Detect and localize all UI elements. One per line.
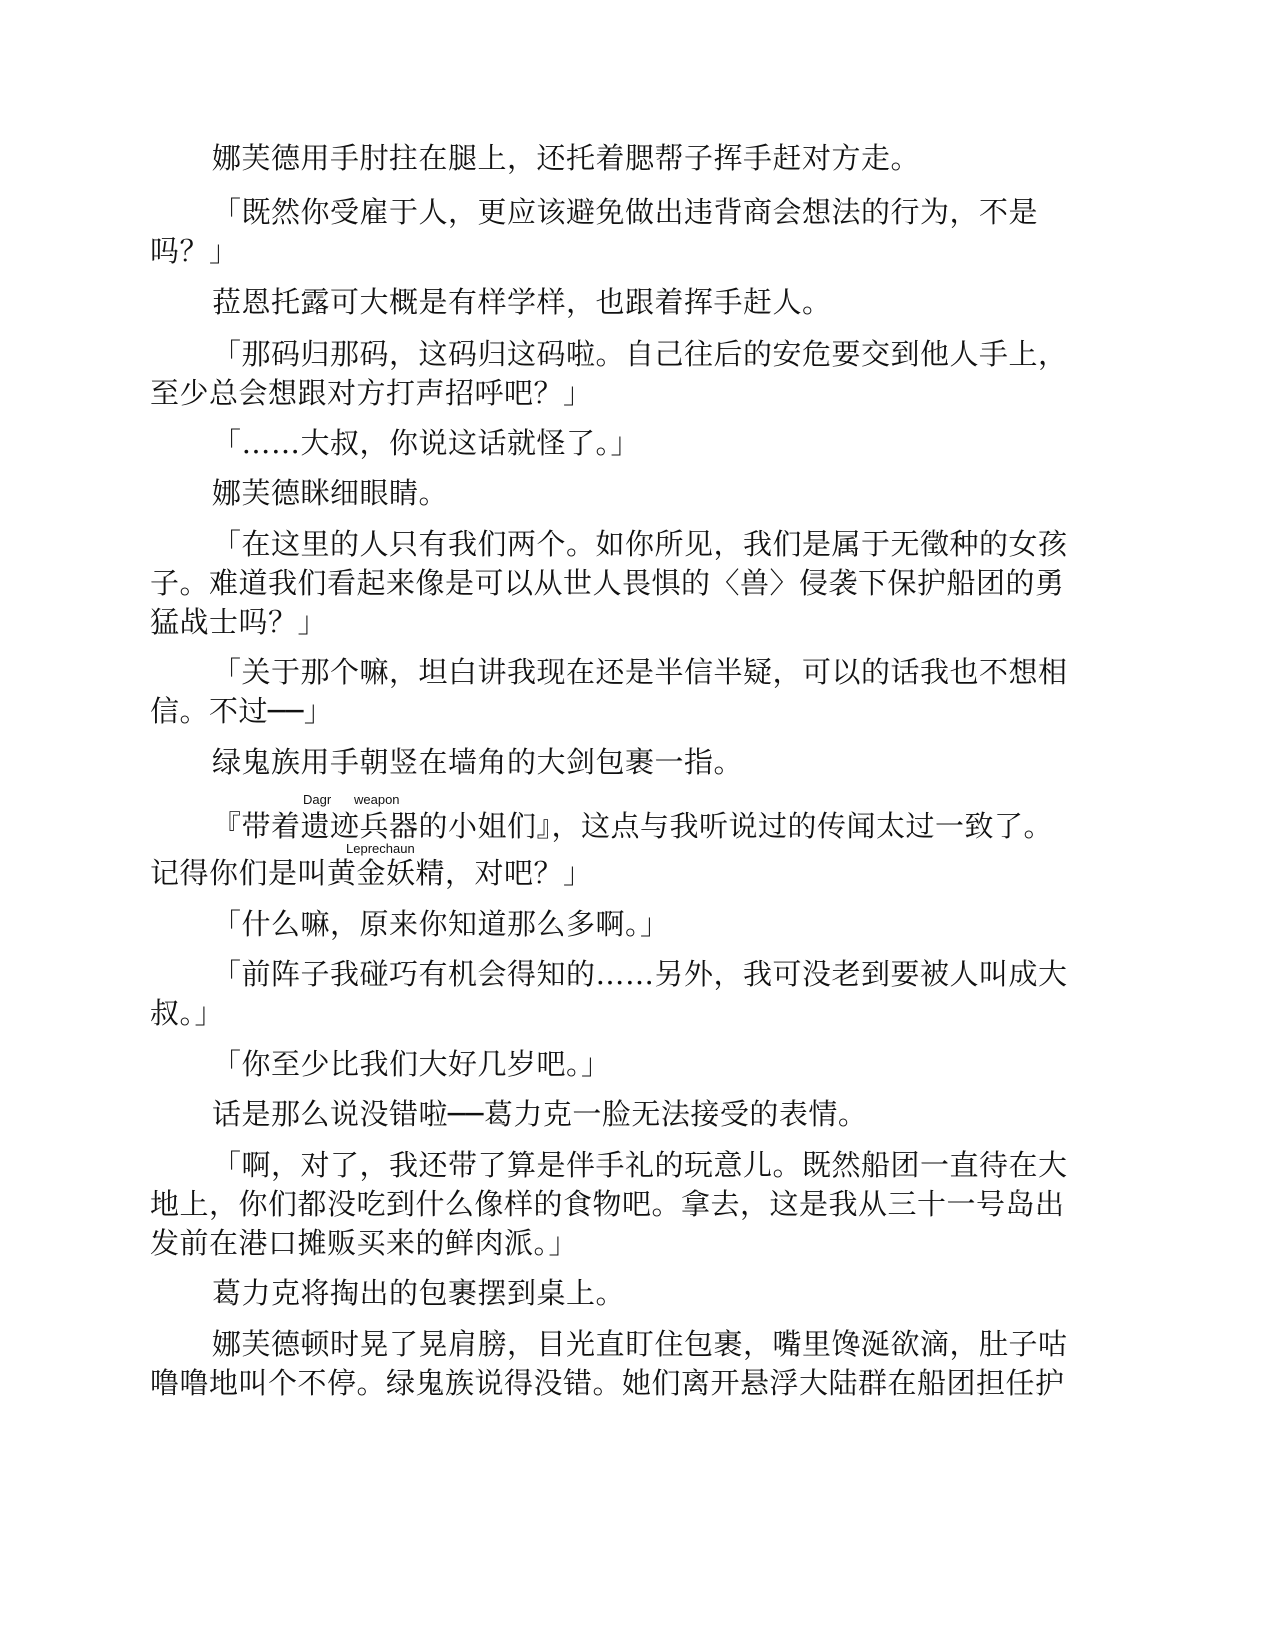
ruby-annotation: Leprechaun [346,841,415,856]
paragraph-line: 「那码归那码，这码归这码啦。自己往后的安危要交到他人手上， [212,337,1068,371]
paragraph-line: 「前阵子我碰巧有机会得知的……另外，我可没老到要被人叫成大 [212,957,1068,991]
paragraph-line: 「啊，对了，我还带了算是伴手礼的玩意儿。既然船团一直待在大 [212,1148,1068,1182]
paragraph-line: 『带着遗迹兵器的小姐们』，这点与我听说过的传闻太过一致了。 [212,809,1054,843]
paragraph-line: 至少总会想跟对方打声招呼吧？」 [150,376,593,410]
paragraph-line: 「……大叔，你说这话就怪了。」 [212,426,641,460]
paragraph-line: 「你至少比我们大好几岁吧。」 [212,1047,611,1081]
paragraph-line: 「关于那个嘛，坦白讲我现在还是半信半疑，可以的话我也不想相 [212,655,1068,689]
paragraph-line: 吗？」 [150,234,239,268]
paragraph-line: 信。不过──」 [150,694,334,728]
paragraph-line: 发前在港口摊贩买来的鲜肉派。」 [150,1226,579,1260]
ruby-annotation: weapon [354,792,400,807]
paragraph-line: 「在这里的人只有我们两个。如你所见，我们是属于无徵种的女孩 [212,527,1068,561]
paragraph-line: 葛力克将掏出的包裹摆到桌上。 [212,1276,626,1310]
paragraph-line: 娜芙德顿时晃了晃肩膀，目光直盯住包裹，嘴里馋涎欲滴，肚子咕 [212,1327,1068,1361]
paragraph-line: 猛战士吗？」 [150,605,328,639]
paragraph-line: 记得你们是叫黄金妖精，对吧？」 [150,856,593,890]
paragraph-line: 地上，你们都没吃到什么像样的食物吧。拿去，这是我从三十一号岛出 [150,1187,1065,1221]
paragraph-line: 绿鬼族用手朝竖在墙角的大剑包裹一指。 [212,745,744,779]
ruby-annotation: Dagr [303,792,332,807]
paragraph-line: 话是那么说没错啦──葛力克一脸无法接受的表情。 [212,1097,868,1131]
paragraph-line: 娜芙德用手肘拄在腿上，还托着腮帮子挥手赶对方走。 [212,141,921,175]
paragraph-line: 菈恩托露可大概是有样学样，也跟着挥手赶人。 [212,285,832,319]
paragraph-line: 叔。」 [150,996,225,1030]
paragraph-line: 噜噜地叫个不停。绿鬼族说得没错。她们离开悬浮大陆群在船团担任护 [150,1366,1065,1400]
paragraph-line: 「什么嘛，原来你知道那么多啊。」 [212,907,670,941]
paragraph-line: 「既然你受雇于人，更应该避免做出违背商会想法的行为，不是 [212,195,1039,229]
paragraph-line: 子。难道我们看起来像是可以从世人畏惧的〈兽〉侵袭下保护船团的勇 [150,566,1065,600]
paragraph-line: 娜芙德眯细眼睛。 [212,476,449,510]
